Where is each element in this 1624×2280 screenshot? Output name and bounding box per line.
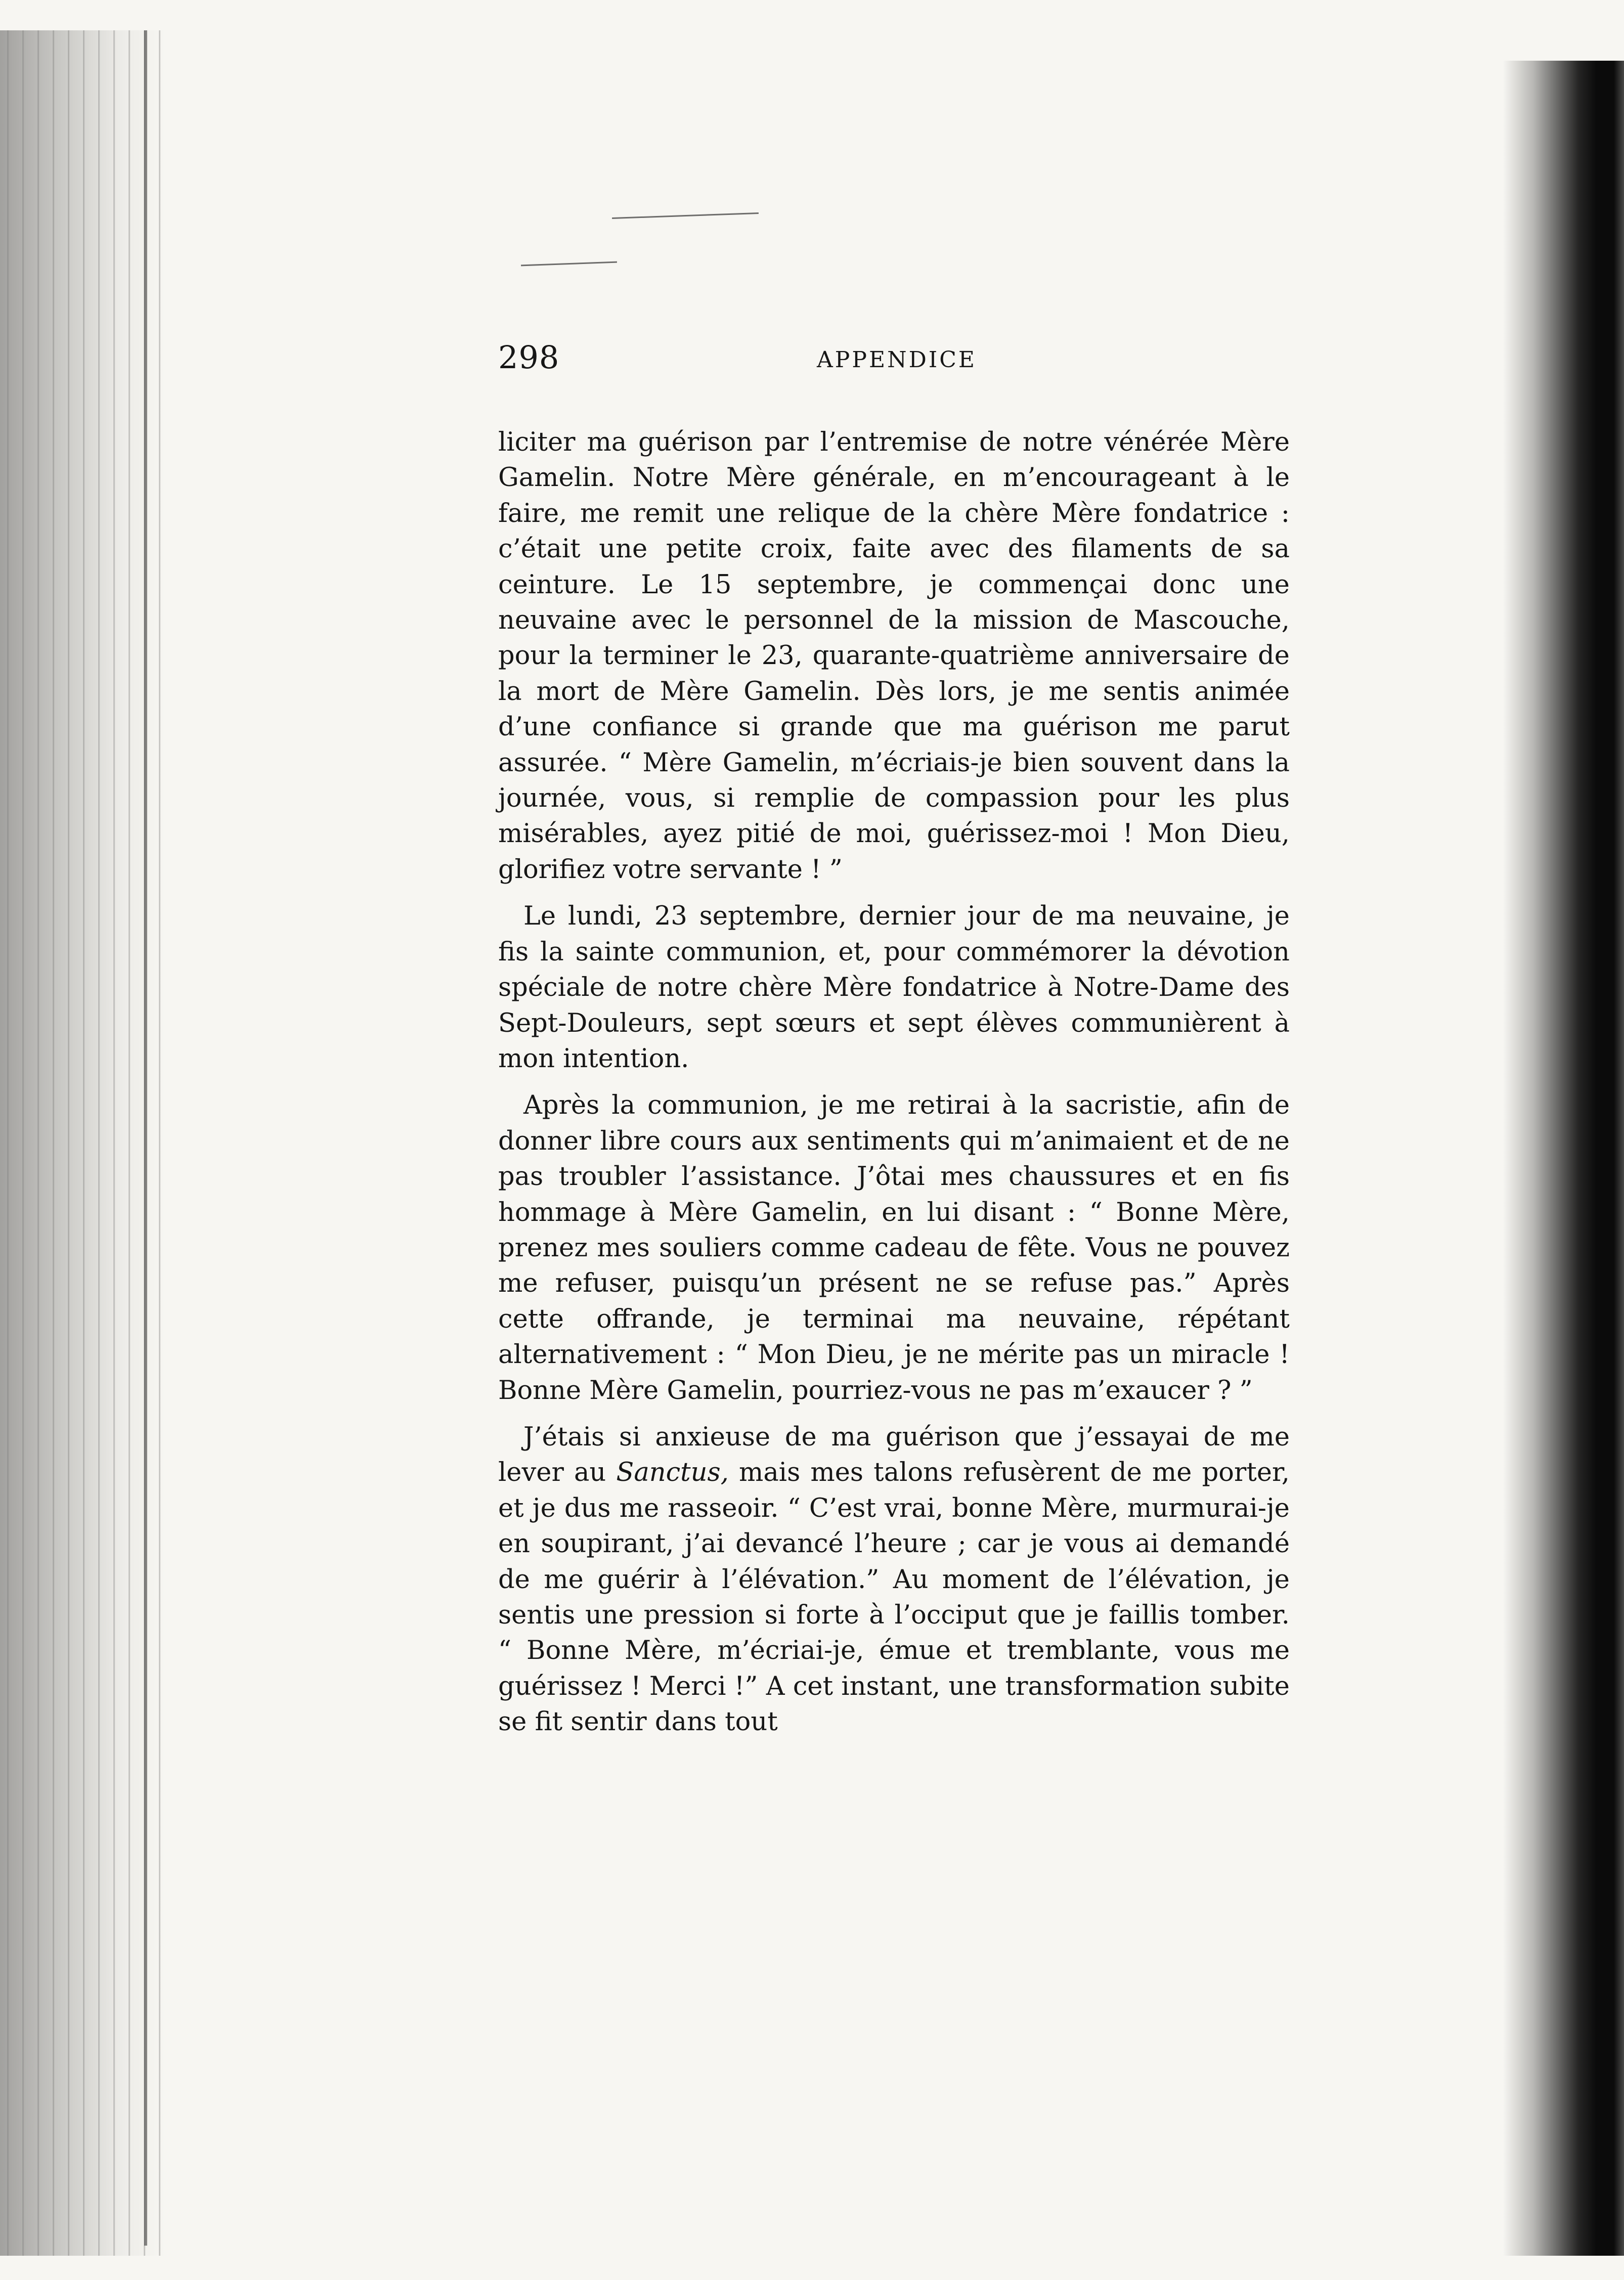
scan-binding-line: [144, 30, 147, 2246]
paragraph: [498, 899, 1290, 1077]
page-number: 298: [498, 339, 560, 376]
paragraph-text: liciter ma guérison par l’entremise de notre vénérée Mère Gamelin. Notre Mère générale, en m’encourageant à le faire, me remit une relique de la chère Mère fondatrice : c’était une petite croix, faite avec des filaments de sa ceinture. Le 15 septembre, je commençai donc une neuvaine avec le personnel de la mission de Mascouche, pour la terminer le 23, quarante-quatrième anniversaire de la mort de Mère Gamelin. Dès lors, je me sentis animée d’une confiance si grande que ma guérison me parut assurée. “ Mère Gamelin, m’écriais-je bien souvent dans la journée, vous, si remplie de compassion pour les plus misérables, ayez pitié de moi, guérissez-moi ! Mon Dieu, glorifiez votre servante ! ”: [498, 427, 1290, 885]
stray-mark: [612, 212, 759, 219]
paragraph-text: Après la communion, je me retirai à la sacristie, afin de donner libre cours aux sentiments qui m’animaient et de ne pas troubler l’assistance. J’ôtai mes chaussures et en fis hommage à Mère Gamelin, en lui disant : “ Bonne Mère, prenez mes souliers comme cadeau de fête. Vous ne pouvez me refuser, puisqu’un présent ne se refuse pas.” Après cette offrande, je terminai ma neuvaine, répétant alternativement : “ Mon Dieu, je ne mérite pas un miracle ! Bonne Mère Gamelin, pourriez-vous ne pas m’exaucer ? ”: [498, 1090, 1290, 1406]
page-header: [498, 339, 1287, 384]
stray-mark: [521, 261, 617, 267]
italic-text: Sanctus,: [616, 1458, 729, 1488]
running-head: APPENDICE: [817, 347, 977, 373]
paragraph: [498, 425, 1290, 888]
paragraph-text: mais mes talons refusèrent de me porter, et je dus me rasseoir. “ C’est vrai, bonne Mère, murmurai-je en soupirant, j’ai devancé l’heure ; car je vous ai demandé de me guérir à l’élévation.” Au moment de l’élévation, je sentis une pression si forte à l’occiput que je faillis tomber. “ Bonne Mère, m’écriai-je, émue et tremblante, vous me guérissez ! Merci !” A cet instant, une transformation subite se fit sentir dans tout: [498, 1458, 1290, 1737]
body-text: [498, 425, 1290, 1740]
scan-margin-left: [0, 30, 167, 2256]
paragraph: [498, 1088, 1290, 1409]
paragraph-text: Le lundi, 23 septembre, dernier jour de ma neuvaine, je fis la sainte communion, et, pour commémorer la dévotion spéciale de notre chère Mère fondatrice à Notre-Dame des Sept-Douleurs, sept sœurs et sept élèves communièrent à mon intention.: [498, 901, 1290, 1074]
paragraph: [498, 1420, 1290, 1740]
scan-margin-right: [1503, 61, 1624, 2256]
paragraph-text: J’étais si anxieuse de ma guérison que j’essayai de me lever au: [498, 1422, 1290, 1488]
